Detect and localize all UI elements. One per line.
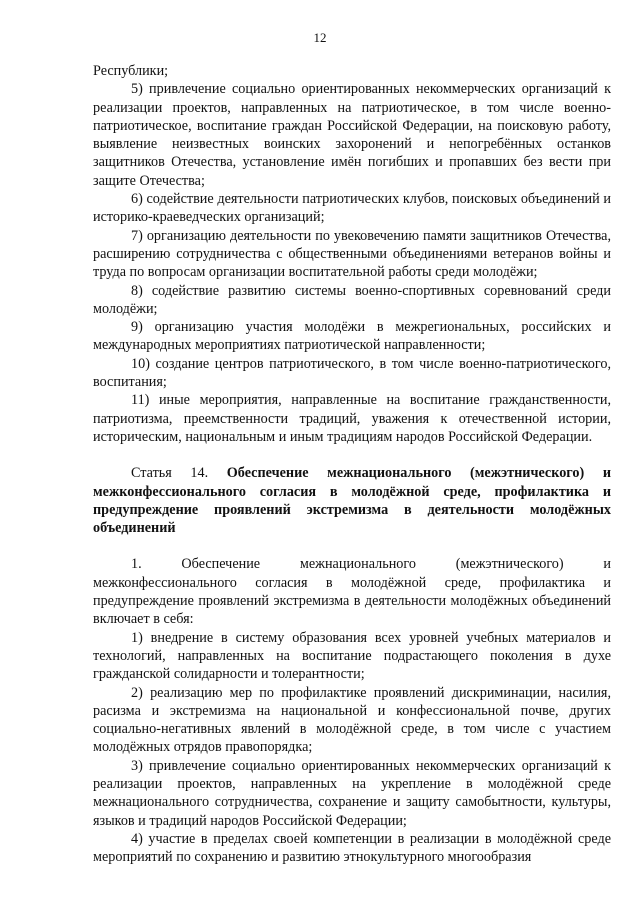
page-number: 12 (313, 30, 327, 45)
list-item-5: 5) привлечение социально ориентированных некоммерческих организаций к реализации проектов, направленных на патриотическое, в том числе военно-патриотическое, воспитание граждан Российской Федерации, на поисковую работу, выявление неизвестных воинских захоронений и непогребённых останков защитников Отечества, установление имён погибших и пропавших без вести при защите Отечества; (93, 81, 611, 189)
list-item-11: 11) иные мероприятия, направленные на воспитание гражданственности, патриотизма, преемственности традиций, уважения к отечественной истории, историческим, национальным и иным традициям народов Российской Федерации. (93, 392, 611, 445)
list-item-9: 9) организацию участия молодёжи в межрегиональных, российских и международных мероприятиях патриотической направленности; (93, 319, 611, 354)
article-title: Обеспечение межнационального (межэтнического) и межконфессионального согласия в молодёжной среде, профилактика и предупреждение проявлений экстремизма в деятельности молодёжных объединений (93, 465, 612, 537)
clause-1-item-1: 1) внедрение в систему образования всех уровней учебных материалов и технологий, направленных на воспитание подрастающего поколения в духе гражданской солидарности и толерантности; (93, 629, 611, 683)
list-item-7: 7) организацию деятельности по увековечению памяти защитников Отечества, расширению сотрудничества с общественными объединениями ветеранов войны и труда по вопросам организации воспитательной работы среди молодёжи; (93, 227, 611, 281)
list-item-10: 10) создание центров патриотического, в том числе военно-патриотического, воспитания; (93, 355, 611, 391)
article-heading (93, 464, 611, 537)
clause-1-item-4: 4) участие в пределах своей компетенции в реализации в молодёжной среде мероприятий по сохранению и развитию этнокультурного многообразия (93, 830, 611, 866)
article-number: Статья 14. (131, 465, 209, 482)
list-item-6: 6) содействие деятельности патриотических клубов, поисковых объединений и историко-краеведческих организаций; (93, 191, 611, 226)
document-body (93, 62, 611, 866)
paragraph-continuation: Республики; (93, 63, 169, 79)
list-item-8: 8) содействие развитию системы военно-спортивных соревнований среди молодёжи; (93, 282, 611, 317)
clause-1-item-3: 3) привлечение социально ориентированных некоммерческих организаций к реализации проектов, направленных на укрепление в молодёжной среде межнационального сотрудничества, сохранение и защиту самобытности, культуры, языков и традиций народов Российской Федерации; (93, 757, 611, 829)
clause-1-item-2: 2) реализацию мер по профилактике проявлений дискриминации, насилия, расизма и экстремизма на национальной и конфессиональной почве, других социально-негативных явлений в молодёжной среде, в том числе с участием молодёжных отрядов правопорядка; (93, 684, 611, 756)
clause-1: 1. Обеспечение межнационального (межэтнического) и межконфессионального согласия в молодёжной среде, профилактика и предупреждение проявлений экстремизма в деятельности молодёжных объединений включает в себя: (93, 556, 611, 628)
